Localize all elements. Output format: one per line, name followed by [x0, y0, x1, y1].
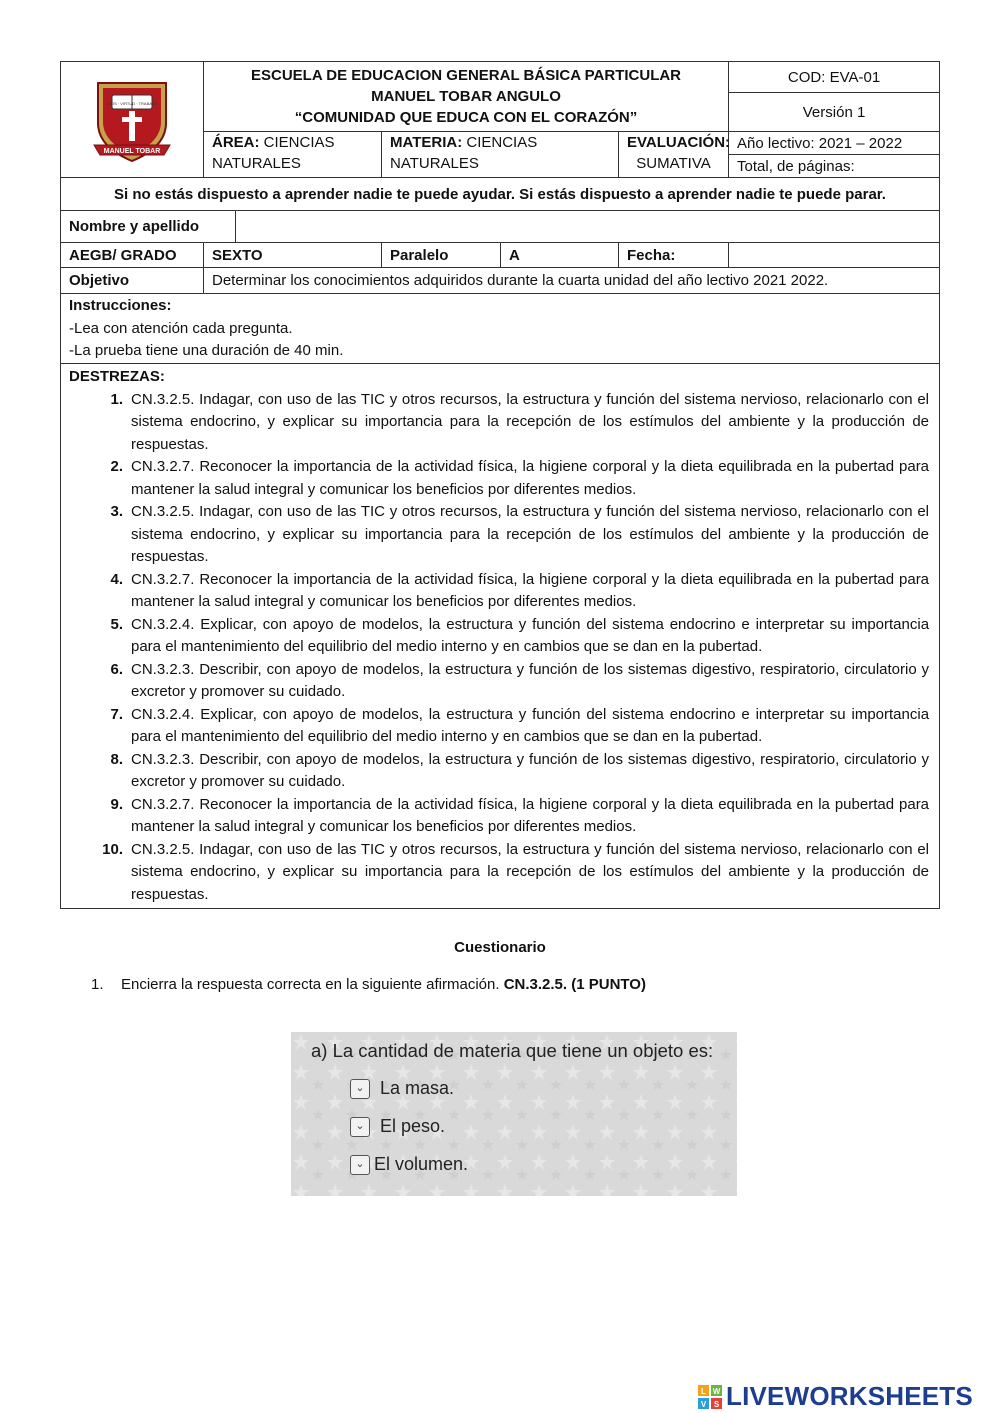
question-1-points: CN.3.2.5. (1 PUNTO) — [503, 976, 646, 993]
destreza-number: 10. — [102, 840, 123, 858]
answer-option-volumen[interactable] — [350, 1154, 468, 1175]
crest-book-text: DIOS · VIRTUD · TRABAJO — [106, 100, 158, 106]
destrezas-list — [69, 389, 931, 907]
anio-lectivo-cell: Año lectivo: 2021 – 2022 — [729, 132, 940, 155]
svg-text:S: S — [713, 1399, 720, 1409]
answer-option-label: La masa. — [380, 1078, 455, 1098]
cuestionario-title: Cuestionario — [454, 939, 546, 956]
question-1 — [91, 976, 646, 993]
total-paginas-cell: Total, de páginas: — [729, 155, 940, 178]
instrucciones-cell — [61, 294, 940, 364]
destreza-number: 6. — [110, 660, 123, 678]
instrucciones-line-2: -La prueba tiene una duración de 40 min. — [69, 342, 344, 359]
destreza-text: CN.3.2.5. Indagar, con uso de las TIC y otros recursos, la estructura y función del sistema nervioso, relacionarlo con el sistema endocrino, y explicar su importancia para la recepción de los estímulos del ambiente y la producción de respuestas. — [131, 503, 930, 565]
destreza-item — [69, 389, 931, 457]
destreza-number: 5. — [110, 615, 123, 633]
materia-label: MATERIA: — [390, 134, 463, 151]
school-logo-cell — [61, 62, 204, 178]
evaluacion-label: EVALUACIÓN: — [627, 134, 731, 151]
destreza-number: 1. — [110, 390, 123, 408]
objetivo-label: Objetivo — [61, 268, 204, 294]
question-1-number: 1. — [91, 976, 104, 993]
header-table — [60, 61, 940, 909]
destreza-number: 4. — [110, 570, 123, 588]
destreza-item — [69, 704, 931, 749]
destreza-number: 8. — [110, 750, 123, 768]
liveworksheets-icon — [698, 1385, 722, 1409]
destreza-text: CN.3.2.7. Reconocer la importancia de la actividad física, la higiene corporal y la dieta equilibrada en la pubertad para mantener la salud integral y comunicar los beneficios por diferentes medios. — [131, 795, 930, 835]
nombre-field[interactable] — [236, 211, 939, 242]
evaluacion-value: SUMATIVA — [636, 155, 711, 172]
liveworksheets-logo — [698, 1381, 973, 1412]
nombre-row — [61, 211, 940, 243]
destreza-item — [69, 659, 931, 704]
dropdown-box[interactable] — [350, 1117, 370, 1137]
svg-text:V: V — [700, 1399, 707, 1409]
area-label: ÁREA: — [212, 134, 260, 151]
grado-value: SEXTO — [204, 243, 382, 268]
destreza-text: CN.3.2.4. Explicar, con apoyo de modelos, la estructura y función del sistema endocrino e interpretar su importancia para el mantenimiento del equilibrio del medio interno y en cambios que se dan en la pubertad. — [131, 615, 930, 655]
question-1-text: Encierra la respuesta correcta en la siguiente afirmación. — [121, 976, 504, 993]
destreza-item — [69, 749, 931, 794]
destreza-text: CN.3.2.3. Describir, con apoyo de modelos, la estructura y función de los sistemas digestivo, respiratorio, circulatorio y excretor y promover su cuidado. — [131, 750, 930, 790]
destreza-number: 2. — [110, 458, 123, 475]
liveworksheets-brand-text: LIVEWORKSHEETS — [726, 1381, 973, 1411]
destreza-text: CN.3.2.7. Reconocer la importancia de la actividad física, la higiene corporal y la dieta equilibrada en la pubertad para mantener la salud integral y comunicar los beneficios por diferentes medios. — [131, 570, 930, 610]
school-line-1: ESCUELA DE EDUCACION GENERAL BÁSICA PARTICULAR — [251, 67, 682, 84]
school-line-2: MANUEL TOBAR ANGULO — [371, 88, 561, 105]
answer-option-masa[interactable] — [350, 1078, 454, 1099]
school-crest-icon — [92, 75, 172, 165]
materia-cell — [382, 132, 619, 178]
nombre-label: Nombre y apellido — [61, 211, 236, 242]
svg-text:L: L — [701, 1386, 706, 1396]
destreza-text: CN.3.2.5. Indagar, con uso de las TIC y otros recursos, la estructura y función del sistema nervioso, relacionarlo con el sistema endocrino, y explicar su importancia para la recepción de los estímulos del ambiente y la producción de respuestas. — [131, 840, 930, 903]
destreza-item — [69, 614, 931, 659]
objetivo-text: Determinar los conocimientos adquiridos durante la cuarta unidad del año lectivo 2021 2022. — [204, 268, 940, 294]
destreza-text: CN.3.2.3. Describir, con apoyo de modelos, la estructura y función de los sistemas digestivo, respiratorio, circulatorio y excretor y promover su cuidado. — [131, 660, 930, 700]
answer-option-label: El peso. — [380, 1116, 446, 1136]
school-name-cell — [204, 62, 729, 132]
chevron-down-icon: ⌄ — [355, 1082, 365, 1094]
destreza-item — [69, 456, 931, 501]
destreza-text: CN.3.2.4. Explicar, con apoyo de modelos, la estructura y función del sistema endocrino e interpretar su importancia para el mantenimiento del equilibrio del medio interno y en cambios que se dan en la pubertad. — [131, 705, 930, 745]
school-line-3: “COMUNIDAD QUE EDUCA CON EL CORAZÓN” — [294, 109, 638, 126]
evaluacion-cell — [619, 132, 729, 178]
question-1-prompt: a) La cantidad de materia que tiene un objeto es: — [311, 1040, 714, 1061]
destreza-number: 9. — [110, 795, 123, 813]
instrucciones-line-1: -Lea con atención cada pregunta. — [69, 319, 293, 337]
destreza-item — [69, 839, 931, 907]
question-1-image — [291, 1032, 737, 1196]
instrucciones-title: Instrucciones: — [69, 297, 172, 314]
answer-option-peso[interactable] — [350, 1116, 445, 1137]
materia-value: CIENCIAS NATURALES — [390, 134, 538, 172]
version-cell: Versión 1 — [729, 93, 940, 132]
fecha-field[interactable] — [729, 243, 940, 268]
grado-label: AEGB/ GRADO — [61, 243, 204, 268]
svg-text:W: W — [712, 1386, 721, 1396]
destrezas-title: DESTREZAS: — [69, 367, 165, 385]
destreza-number: 7. — [110, 705, 123, 723]
destreza-item — [69, 501, 931, 569]
chevron-down-icon: ⌄ — [355, 1120, 365, 1132]
area-cell — [204, 132, 382, 178]
fecha-label: Fecha: — [619, 243, 729, 268]
destreza-number: 3. — [110, 503, 123, 520]
area-value: CIENCIAS NATURALES — [212, 134, 335, 172]
cod-cell: COD: EVA-01 — [729, 62, 940, 93]
paralelo-value: A — [501, 243, 619, 268]
destreza-text: CN.3.2.5. Indagar, con uso de las TIC y otros recursos, la estructura y función del sistema nervioso, relacionarlo con el sistema endocrino, y explicar su importancia para la recepción de los estímulos del ambiente y la producción de respuestas. — [131, 390, 930, 453]
dropdown-box[interactable] — [350, 1079, 370, 1099]
destreza-item — [69, 794, 931, 839]
crest-banner-text: MANUEL TOBAR — [103, 147, 161, 155]
destreza-item — [69, 569, 931, 614]
destreza-text: CN.3.2.7. Reconocer la importancia de la actividad física, la higiene corporal y la dieta equilibrada en la pubertad para mantener la salud integral y comunicar los beneficios por diferentes medios. — [131, 458, 930, 498]
motto-cell: Si no estás dispuesto a aprender nadie te puede ayudar. Si estás dispuesto a aprender nadie te puede parar. — [61, 178, 940, 211]
answer-option-label: El volumen. — [374, 1154, 469, 1174]
chevron-down-icon: ⌄ — [355, 1158, 365, 1170]
destrezas-cell — [61, 363, 940, 909]
dropdown-box[interactable] — [350, 1155, 370, 1175]
paralelo-label: Paralelo — [382, 243, 501, 268]
